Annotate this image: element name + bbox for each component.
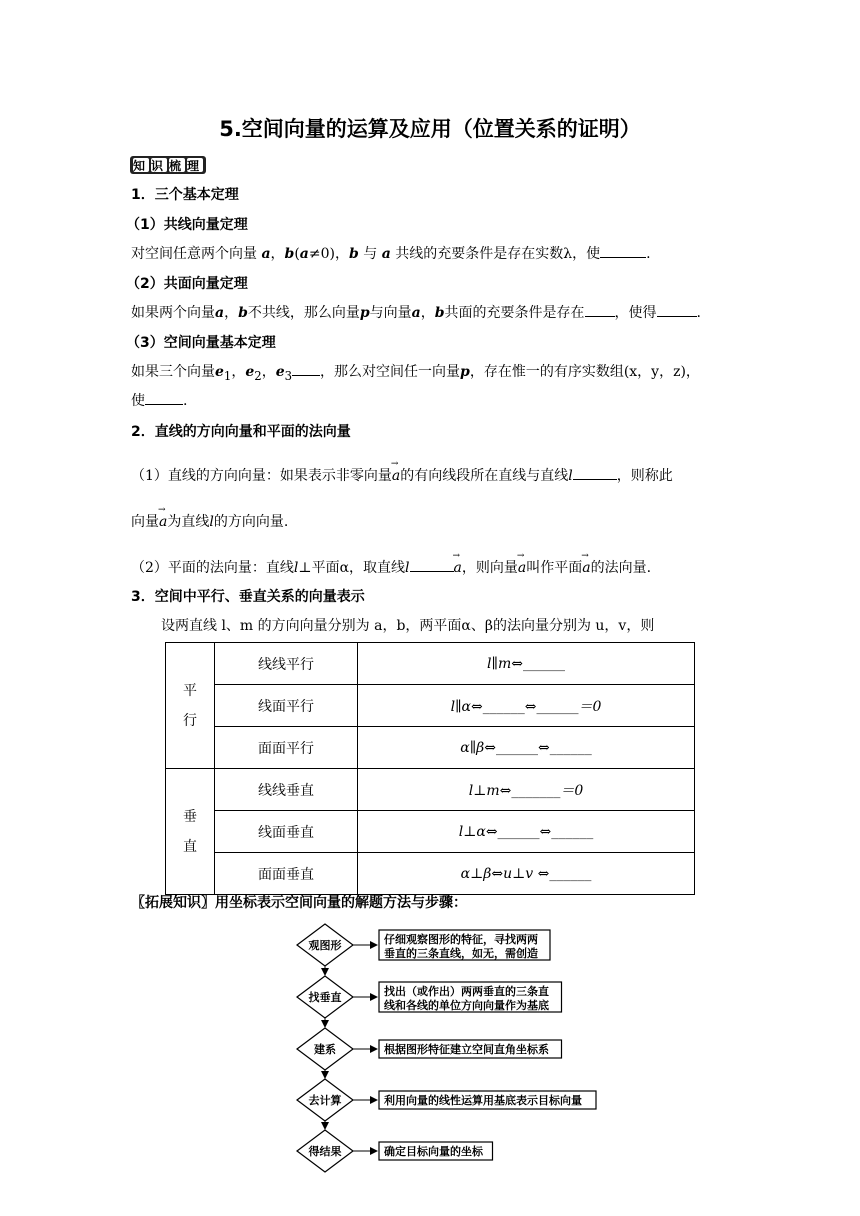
text-fragment: 向量 (131, 514, 159, 530)
relation-name: 线线垂直 (215, 769, 358, 811)
text-fragment: 的法向量. (590, 560, 652, 576)
text-fragment: 共线的充要条件是存在实数λ，使 (395, 246, 601, 262)
relation-expression: α∥β⇔______⇔______ (358, 727, 695, 769)
step-node-label: 观图形 (308, 939, 342, 952)
section-2-p2: （2）平面的法向量：直线l⊥平面α，取直线l→ a，则向量→ a叫作平面→ a的法向量. (131, 557, 651, 577)
text-fragment: ，存在惟一的有序实数组(x，y，z)， (469, 364, 700, 380)
text-fragment: ⊥平面α，取直线 (298, 560, 406, 576)
section-1-sub2-text: 如果两个向量a，b不共线，那么向量p与向量a，b共面的充要条件是存在 ，使得 . (131, 305, 701, 321)
section-1-sub1-text: 对空间任意两个向量 a，b(a≠0)，b 与 a 共线的充要条件是存在实数λ，使 . (131, 246, 651, 262)
section-1-sub3: （3）空间向量基本定理 (126, 335, 276, 351)
section-2-heading: 2．直线的方向向量和平面的法向量 (131, 424, 351, 440)
page-title: 5.空间向量的运算及应用（位置关系的证明） (219, 117, 641, 141)
text-fragment: 的有向线段所在直线与直线 (400, 468, 569, 484)
section-1-sub1: （1）共线向量定理 (126, 217, 248, 233)
relation-name: 面面平行 (215, 727, 358, 769)
group-label: 垂 直 (166, 769, 215, 895)
text-fragment: 与 (363, 246, 378, 262)
text-fragment: 使 (131, 393, 145, 409)
text-fragment: 的方向向量. (213, 514, 289, 530)
step-description: 利用向量的线性运算用基底表示目标向量 (384, 1094, 582, 1107)
text-fragment: 如果两个向量 (131, 305, 215, 321)
step-node-label: 找垂直 (308, 991, 342, 1004)
text-fragment: ，使得 (614, 305, 657, 321)
relation-expression: l⊥α⇔______⇔______ (358, 811, 695, 853)
section-1-sub3-text-2: 使 . (131, 393, 188, 409)
relation-expression: α⊥β⇔u⊥v ⇔______ (358, 853, 695, 895)
step-description: 找出（或作出）两两垂直的三条直 (384, 985, 549, 998)
group-label: 平 行 (166, 643, 215, 769)
step-node-label: 建系 (314, 1043, 336, 1056)
step-description: 根据图形特征建立空间直角坐标系 (384, 1043, 549, 1056)
relation-name: 线面平行 (215, 685, 358, 727)
text-fragment: 不共线，那么向量 (247, 305, 360, 321)
relation-name: 面面垂直 (215, 853, 358, 895)
section-2-p1: （1）直线的方向向量：如果表示非零向量→ a的有向线段所在直线与直线l ，则称此 (131, 465, 673, 485)
text-fragment: （1）直线的方向向量：如果表示非零向量 (131, 468, 392, 484)
relation-expression: l⊥m⇔_______＝0 (358, 769, 695, 811)
section-3-intro: 设两直线 l、m 的方向向量分别为 a，b，两平面α、β的法向量分别为 u，v，则 (161, 618, 655, 634)
text-fragment: 叫作平面 (526, 560, 583, 576)
step-node-label: 得结果 (308, 1145, 342, 1158)
text-fragment: （2）平面的法向量：直线 (131, 560, 294, 576)
section-1-sub2: （2）共面向量定理 (126, 276, 248, 292)
step-node-label: 去计算 (308, 1094, 342, 1107)
relation-expression: l∥m⇔______ (358, 643, 695, 685)
text-fragment: 对空间任意两个向量 (131, 246, 257, 262)
section-1-sub3-text: 如果三个向量$e_1$，$e_2$，$e_3$ ，那么对空间任一向量p，存在惟一的有序实数组(x，y，z)， (131, 364, 700, 383)
extension-heading: 〖拓展知识〗用坐标表示空间向量的解题方法与步骤： (131, 895, 467, 911)
section-2-p1-cont: 向量→ a为直线l的方向向量. (131, 511, 288, 531)
step-description: 仔细观察图形的特征，寻找两两 (384, 933, 538, 946)
relation-name: 线面垂直 (215, 811, 358, 853)
text-fragment: 为直线 (167, 514, 210, 530)
step-description: 线和各线的单位方向向量作为基底 (384, 999, 549, 1012)
text-fragment: 共面的充要条件是存在 (444, 305, 585, 321)
text-fragment: 如果三个向量 (131, 364, 215, 380)
section-1-heading: 1．三个基本定理 (131, 187, 239, 203)
step-description: 确定目标向量的坐标 (384, 1145, 483, 1158)
text-fragment: 与向量 (369, 305, 412, 321)
section-3-heading: 3．空间中平行、垂直关系的向量表示 (131, 589, 365, 605)
relation-expression: l∥α⇔______⇔______＝0 (358, 685, 695, 727)
text-fragment: ，那么对空间任一向量 (320, 364, 461, 380)
text-fragment: ，则向量 (461, 560, 518, 576)
step-description: 垂直的三条直线，如无，需创造 (384, 947, 538, 960)
text-fragment: ，则称此 (616, 468, 673, 484)
relation-name: 线线平行 (215, 643, 358, 685)
knowledge-badge-text: 知识梳理 (133, 159, 206, 173)
